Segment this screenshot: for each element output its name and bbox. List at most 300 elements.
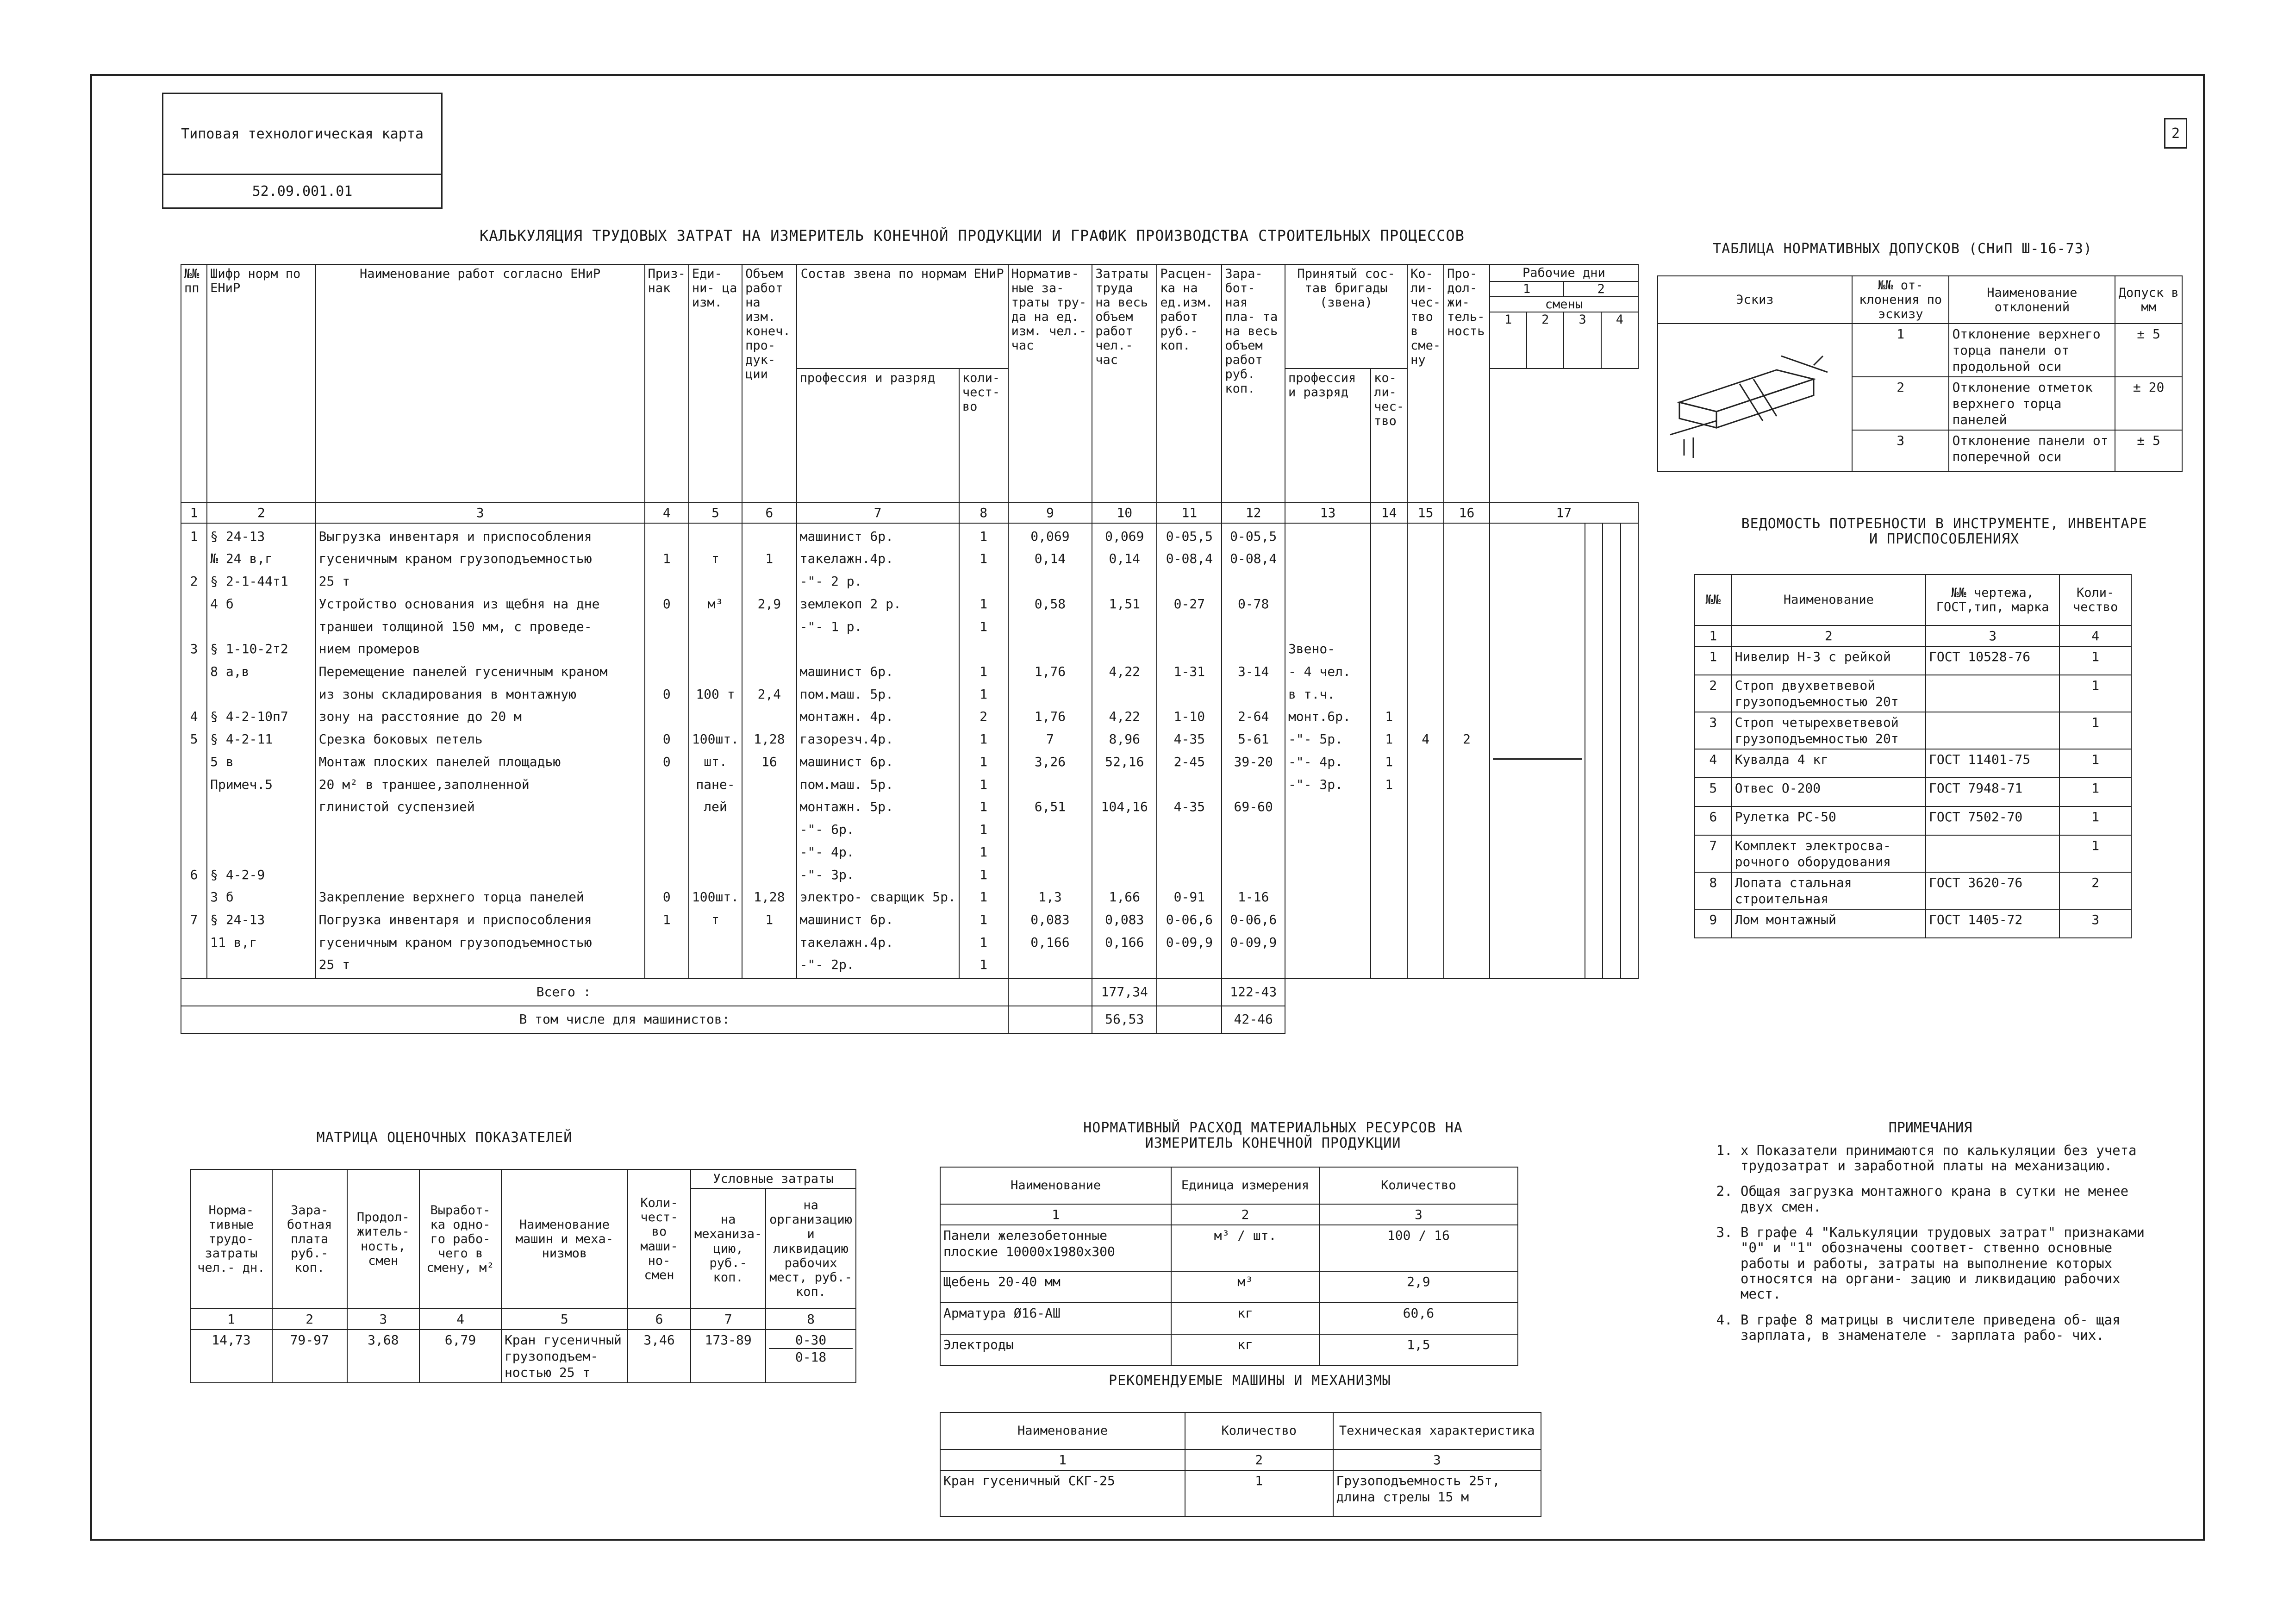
cell-c16-r10: 2 xyxy=(1463,731,1471,747)
cell-c4-r5 xyxy=(648,616,686,638)
note-3: 3. В графе 4 "Калькуляции трудовых затрат" признаками "0" и "1" обозначены соответ- ственно основные работы и работы, затраты на выполнение которых относятся на органи- зацию и ликвидацию рабочих мест. xyxy=(1741,1225,2166,1302)
cell-c6-r9 xyxy=(745,706,793,728)
cell-c13-r6: Звено- xyxy=(1288,641,1335,657)
cell-c10-r9: 4,22 xyxy=(1109,709,1140,725)
mach-h-qty: Количество xyxy=(1185,1412,1333,1449)
h-s4: 4 xyxy=(1616,312,1623,327)
mx-colnum-5: 5 xyxy=(501,1309,628,1330)
gantt-col-3 xyxy=(1603,523,1620,979)
cell-c3-r1: Выгрузка инвентаря и приспособления xyxy=(318,528,592,544)
tool-name: Рулетка РС-50 xyxy=(1732,806,1926,835)
col-14 xyxy=(1371,523,1407,979)
h-labor: Затраты труда на весь объем работ чел.-час xyxy=(1092,264,1157,503)
cell-c2-r14 xyxy=(210,818,312,841)
cell-c9-r4: 0,58 xyxy=(1034,596,1066,612)
note-1: 1. х Показатели принимаются по калькуляции без учета трудозатрат и заработной платы на механизацию. xyxy=(1741,1143,2166,1174)
cell-c12-r4: 0-78 xyxy=(1237,596,1269,612)
cell-c1-r12 xyxy=(184,774,204,796)
cell-c8-r15: 1 xyxy=(980,844,988,860)
cell-c3-r13: глинистой суспензией xyxy=(318,799,475,815)
cell-c16-r14 xyxy=(1447,818,1486,841)
cell-c8-r13: 1 xyxy=(980,799,988,815)
cell-c5-r1 xyxy=(692,525,739,548)
cell-c10-r8 xyxy=(1095,683,1154,706)
cell-c14-r15 xyxy=(1374,841,1404,864)
cell-c11-r8 xyxy=(1160,683,1218,706)
cell-c6-r4: 2,9 xyxy=(757,596,781,612)
tol-val-1: ± 5 xyxy=(2115,324,2182,377)
cell-c14-r17 xyxy=(1374,886,1404,909)
h-crew-prof: профессия и разряд xyxy=(797,369,959,503)
cell-c14-r6 xyxy=(1374,638,1404,661)
cell-c15-r7 xyxy=(1410,661,1441,683)
mach-n3: 3 xyxy=(1333,1449,1541,1470)
cell-c13-r16 xyxy=(1288,864,1367,887)
cell-c12-r1: 0-05,5 xyxy=(1230,528,1277,544)
cell-c8-r12: 1 xyxy=(980,776,988,792)
cell-c1-r4 xyxy=(184,593,204,616)
material-unit: кг xyxy=(1171,1303,1319,1334)
cell-c9-r9: 1,76 xyxy=(1034,709,1066,725)
colnum-6: 6 xyxy=(742,503,797,523)
tool-no: 4 xyxy=(1695,749,1732,778)
cell-c11-r12 xyxy=(1160,774,1218,796)
cell-c9-r5 xyxy=(1011,616,1089,638)
cell-c13-r1 xyxy=(1288,525,1367,548)
mx-v7: 173-89 xyxy=(691,1330,766,1383)
tools-table xyxy=(1694,574,2132,938)
cell-c5-r18: т xyxy=(711,912,719,927)
mat-h-name: Наименование xyxy=(940,1167,1171,1204)
cell-c10-r3 xyxy=(1095,570,1154,593)
cell-c14-r3 xyxy=(1374,570,1404,593)
cell-c13-r9: монт.6р. xyxy=(1288,709,1351,725)
tool-row xyxy=(1695,909,2131,938)
cell-c14-r18 xyxy=(1374,909,1404,931)
cell-c7-r18: машинист 6р. xyxy=(799,912,893,927)
cell-c14-r7 xyxy=(1374,661,1404,683)
material-row xyxy=(940,1334,1518,1366)
cell-c13-r20 xyxy=(1288,954,1367,976)
cell-c10-r15 xyxy=(1095,841,1154,864)
cell-c7-r4: землекоп 2 р. xyxy=(799,596,901,612)
cell-c2-r16: § 4-2-9 xyxy=(210,867,265,882)
h-accepted: Принятый сос- тав бригады (звена) xyxy=(1285,264,1407,369)
cell-c1-r17 xyxy=(184,886,204,909)
cell-c2-r4: 4 б xyxy=(210,596,234,612)
col-3 xyxy=(316,523,645,979)
tolerance-title: ТАБЛИЦА НОРМАТИВНЫХ ДОПУСКОВ (СНиП Ш-16-73) xyxy=(1713,241,2092,257)
tool-row xyxy=(1695,835,2131,872)
h-duration: Про- дол- жи- тель- ность xyxy=(1444,264,1490,503)
cell-c3-r14 xyxy=(319,818,642,841)
tool-name: Отвес О-200 xyxy=(1732,778,1926,806)
colnum-9: 9 xyxy=(1008,503,1092,523)
cell-c12-r13: 69-60 xyxy=(1234,799,1273,815)
tool-row xyxy=(1695,712,2131,749)
cell-c2-r6: § 1-10-2т2 xyxy=(210,641,288,657)
cell-c4-r11: 0 xyxy=(662,754,671,769)
material-qty: 2,9 xyxy=(1319,1271,1518,1303)
mx-h1: Норма- тивные трудо- затраты чел.- дн. xyxy=(190,1169,272,1309)
cell-c10-r10: 8,96 xyxy=(1109,731,1140,747)
cell-c1-r2 xyxy=(184,548,204,570)
cell-c7-r6 xyxy=(800,638,956,661)
cell-c13-r7: - 4 чел. xyxy=(1288,664,1351,680)
mach-h-spec: Техническая характеристика xyxy=(1333,1412,1541,1449)
h-shifts: Ко- ли- чес- тво в сме- ну xyxy=(1407,264,1444,503)
cell-c16-r11 xyxy=(1447,751,1486,774)
cell-c5-r10: 100шт. xyxy=(692,731,739,747)
tool-qty: 1 xyxy=(2059,749,2131,778)
tool-no: 9 xyxy=(1695,909,1732,938)
cell-c15-r10: 4 xyxy=(1422,731,1430,747)
mx-h7b: на организацию и ликвидацию рабочих мест, руб.- коп. xyxy=(766,1188,856,1309)
cell-c9-r18: 0,083 xyxy=(1030,912,1070,927)
tools-title: ВЕДОМОСТЬ ПОТРЕБНОСТИ В ИНСТРУМЕНТЕ, ИНВЕНТАРЕ И ПРИСПОСОБЛЕНИЯХ xyxy=(1741,516,2147,547)
cell-c10-r16 xyxy=(1095,864,1154,887)
tol-val-2: ± 20 xyxy=(2115,377,2182,430)
cell-c14-r20 xyxy=(1374,954,1404,976)
cell-c13-r13 xyxy=(1288,796,1367,818)
cell-c1-r13 xyxy=(184,796,204,818)
cell-c13-r3 xyxy=(1288,570,1367,593)
cell-c10-r1: 0,069 xyxy=(1105,528,1144,544)
cell-c9-r3 xyxy=(1011,570,1089,593)
cell-c8-r5: 1 xyxy=(980,618,988,634)
h-n: №№ пп xyxy=(181,264,207,503)
cell-c2-r5 xyxy=(210,616,312,638)
cell-c8-r7: 1 xyxy=(980,664,988,680)
tool-name: Комплект электросва- рочного оборудования xyxy=(1732,835,1926,872)
page-number: 2 xyxy=(2164,118,2187,149)
col-10 xyxy=(1092,523,1157,979)
cell-c11-r2: 0-08,4 xyxy=(1166,551,1213,567)
panel-sketch-image xyxy=(1661,328,1846,467)
cell-c5-r8: 100 т xyxy=(696,686,735,702)
cell-c12-r14 xyxy=(1225,818,1282,841)
cell-c2-r1: § 24-13 xyxy=(210,528,265,544)
tol-name-3: Отклонение панели от поперечной оси xyxy=(1949,430,2115,472)
cell-c13-r2 xyxy=(1288,548,1367,570)
col-4 xyxy=(645,523,689,979)
cell-c1-r14 xyxy=(184,818,204,841)
cell-c10-r11: 52,16 xyxy=(1105,754,1144,769)
total-wage: 122-43 xyxy=(1222,979,1285,1006)
cell-c6-r6 xyxy=(745,638,793,661)
cell-c7-r15: -"- 4р. xyxy=(799,844,855,860)
cell-c15-r1 xyxy=(1410,525,1441,548)
cell-c8-r9: 2 xyxy=(980,709,988,725)
cell-c15-r6 xyxy=(1410,638,1441,661)
calc-title: КАЛЬКУЛЯЦИЯ ТРУДОВЫХ ЗАТРАТ НА ИЗМЕРИТЕЛЬ КОНЕЧНОЙ ПРОДУКЦИИ И ГРАФИК ПРОИЗВОДСТВА СТРОИТЕЛЬНЫХ ПРОЦЕССОВ xyxy=(480,227,1465,244)
cell-c11-r14 xyxy=(1160,818,1218,841)
cell-c3-r17: Закрепление верхнего торца панелей xyxy=(318,889,584,905)
tools-colnum-2: 2 xyxy=(1732,625,1926,646)
cell-c4-r12 xyxy=(648,774,686,796)
cell-c4-r19 xyxy=(648,931,686,954)
cell-c4-r16 xyxy=(648,864,686,887)
cell-c11-r15 xyxy=(1160,841,1218,864)
mx-colnum-7: 7 xyxy=(691,1309,766,1330)
mx-v3: 3,68 xyxy=(347,1330,420,1383)
cell-c5-r19 xyxy=(692,931,739,954)
cell-c7-r1: машинист 6р. xyxy=(799,528,893,544)
cell-c8-r1: 1 xyxy=(980,528,988,544)
h-workdays: Рабочие дни xyxy=(1522,266,1605,280)
cell-c4-r14 xyxy=(648,818,686,841)
cell-c15-r16 xyxy=(1410,864,1441,887)
cell-c4-r8: 0 xyxy=(662,686,671,702)
tol-no-1: 1 xyxy=(1852,324,1949,377)
tool-row xyxy=(1695,749,2131,778)
tool-qty: 1 xyxy=(2059,778,2131,806)
cell-c14-r14 xyxy=(1374,818,1404,841)
mach-n1: 1 xyxy=(940,1449,1185,1470)
calculation-table xyxy=(181,264,1639,1034)
cell-c13-r15 xyxy=(1288,841,1367,864)
cell-c10-r13: 104,16 xyxy=(1101,799,1148,815)
tool-qty: 1 xyxy=(2059,646,2131,675)
tool-doc: ГОСТ 3620-76 xyxy=(1926,872,2059,909)
mx-colnum-3: 3 xyxy=(347,1309,420,1330)
cell-c3-r9: зону на расстояние до 20 м xyxy=(318,709,522,725)
cell-c3-r5: траншеи толщиной 150 мм, с проведе- xyxy=(318,618,592,634)
cell-c16-r4 xyxy=(1447,593,1486,616)
col-8 xyxy=(959,523,1008,979)
col-12 xyxy=(1222,523,1285,979)
cell-c11-r6 xyxy=(1160,638,1218,661)
cell-c15-r2 xyxy=(1410,548,1441,570)
cell-c7-r3: -"- 2 р. xyxy=(799,574,862,589)
h-acc-prof: профессия и разряд xyxy=(1285,369,1371,503)
cell-c5-r3 xyxy=(692,570,739,593)
tools-h-qty: Коли- чество xyxy=(2059,575,2131,625)
h-s2: 2 xyxy=(1527,312,1564,368)
gantt-col-4 xyxy=(1621,523,1638,979)
cell-c2-r9: § 4-2-10п7 xyxy=(210,709,288,725)
tool-no: 7 xyxy=(1695,835,1732,872)
h-day2: 2 xyxy=(1597,282,1605,297)
h-sign: Приз- нак xyxy=(645,264,689,503)
title-block xyxy=(162,93,443,209)
cell-c16-r18 xyxy=(1447,909,1486,931)
tools-colnum-1: 1 xyxy=(1695,625,1732,646)
cell-c4-r15 xyxy=(648,841,686,864)
cell-c13-r8: в т.ч. xyxy=(1288,686,1335,702)
tool-qty: 1 xyxy=(2059,712,2131,749)
cell-c5-r7 xyxy=(692,661,739,683)
cell-c10-r7: 4,22 xyxy=(1109,664,1140,680)
cell-c1-r20 xyxy=(184,954,204,976)
cell-c1-r18: 7 xyxy=(190,912,198,927)
cell-c12-r3 xyxy=(1225,570,1282,593)
cell-c12-r19: 0-09,9 xyxy=(1230,934,1277,950)
cell-c11-r18: 0-06,6 xyxy=(1166,912,1213,927)
colnum-7: 7 xyxy=(797,503,959,523)
cell-c15-r11 xyxy=(1410,751,1441,774)
tool-doc: ГОСТ 11401-75 xyxy=(1926,749,2059,778)
cell-c4-r4: 0 xyxy=(662,596,671,612)
cell-c14-r19 xyxy=(1374,931,1404,954)
gantt-col-1 xyxy=(1490,523,1585,979)
tool-doc: ГОСТ 1405-72 xyxy=(1926,909,2059,938)
cell-c6-r18: 1 xyxy=(765,912,774,927)
col-5 xyxy=(689,523,742,979)
colnum-12: 12 xyxy=(1222,503,1285,523)
cell-c14-r11: 1 xyxy=(1385,754,1393,769)
mx-v4: 6,79 xyxy=(419,1330,501,1383)
cell-c15-r9 xyxy=(1410,706,1441,728)
cell-c2-r19: 11 в,г xyxy=(210,934,257,950)
cell-c1-r9: 4 xyxy=(190,709,198,725)
cell-c5-r16 xyxy=(692,864,739,887)
cell-c16-r9 xyxy=(1447,706,1486,728)
cell-c3-r18: Погрузка инвентаря и приспособления xyxy=(318,912,592,927)
material-unit: м³ / шт. xyxy=(1171,1225,1319,1271)
col-13 xyxy=(1285,523,1371,979)
cell-c2-r17: 3 б xyxy=(210,889,234,905)
tol-val-3: ± 5 xyxy=(2115,430,2182,472)
tool-qty: 1 xyxy=(2059,835,2131,872)
cell-c9-r1: 0,069 xyxy=(1030,528,1070,544)
cell-c14-r4 xyxy=(1374,593,1404,616)
cell-c13-r19 xyxy=(1288,931,1367,954)
h-wage: Зара- бот- ная пла- та на весь объем работ руб. коп. xyxy=(1222,264,1285,503)
cell-c6-r13 xyxy=(745,796,793,818)
tool-doc: ГОСТ 7948-71 xyxy=(1926,778,2059,806)
mach-qty: 1 xyxy=(1185,1470,1333,1517)
cell-c6-r20 xyxy=(745,954,793,976)
sketch xyxy=(1658,324,1852,472)
mx-h7: Условные затраты xyxy=(691,1169,856,1188)
cell-c3-r7: Перемещение панелей гусеничным краном xyxy=(318,664,608,680)
h-s1: 1 xyxy=(1490,312,1527,368)
cell-c10-r20 xyxy=(1095,954,1154,976)
cell-c15-r19 xyxy=(1410,931,1441,954)
cell-c12-r12 xyxy=(1225,774,1282,796)
cell-c11-r11: 2-45 xyxy=(1173,754,1205,769)
mat-colnum-2: 2 xyxy=(1171,1204,1319,1225)
cell-c7-r5: -"- 1 р. xyxy=(799,618,862,634)
material-unit: кг xyxy=(1171,1334,1319,1366)
tool-row xyxy=(1695,646,2131,675)
cell-c9-r10: 7 xyxy=(1046,731,1054,747)
cell-c3-r6: нием промеров xyxy=(318,641,420,657)
gantt-bar xyxy=(1493,758,1582,760)
cell-c9-r2: 0,14 xyxy=(1034,551,1066,567)
cell-c10-r4: 1,51 xyxy=(1109,596,1140,612)
materials-title: НОРМАТИВНЫЙ РАСХОД МАТЕРИАЛЬНЫХ РЕСУРСОВ НА ИЗМЕРИТЕЛЬ КОНЕЧНОЙ ПРОДУКЦИИ xyxy=(1083,1120,1463,1151)
cell-c9-r11: 3,26 xyxy=(1034,754,1066,769)
note-2: 2. Общая загрузка монтажного крана в сутки не менее двух смен. xyxy=(1741,1184,2166,1215)
cell-c9-r12 xyxy=(1011,774,1089,796)
col-9 xyxy=(1008,523,1092,979)
mat-colnum-3: 3 xyxy=(1319,1204,1518,1225)
mx-colnum-1: 1 xyxy=(190,1309,272,1330)
material-name: Электроды xyxy=(940,1334,1171,1366)
mx-h2: Зара- ботная плата руб.- коп. xyxy=(272,1169,347,1309)
notes-title: ПРИМЕЧАНИЯ xyxy=(1888,1120,1972,1136)
cell-c4-r9 xyxy=(648,706,686,728)
mx-h6: Коли- чест- во маши- но- смен xyxy=(628,1169,691,1309)
cell-c5-r2: т xyxy=(711,551,719,567)
mx-v6: 3,46 xyxy=(628,1330,691,1383)
cell-c9-r14 xyxy=(1011,818,1089,841)
cell-c10-r2: 0,14 xyxy=(1109,551,1140,567)
mx-h7a: на механиза- цию, руб.- коп. xyxy=(691,1188,766,1309)
cell-c5-r5 xyxy=(692,616,739,638)
cell-c1-r5 xyxy=(184,616,204,638)
cell-c15-r3 xyxy=(1410,570,1441,593)
cell-c9-r16 xyxy=(1011,864,1089,887)
cell-c14-r10: 1 xyxy=(1385,731,1393,747)
mx-h3: Продол- житель- ность, смен xyxy=(347,1169,420,1309)
col-2 xyxy=(207,523,315,979)
cell-c14-r13 xyxy=(1374,796,1404,818)
cell-c5-r9 xyxy=(692,706,739,728)
total-label: Всего : xyxy=(181,979,1008,1006)
colnum-5: 5 xyxy=(689,503,742,523)
cell-c8-r16: 1 xyxy=(980,867,988,882)
doc-code: 52.09.001.01 xyxy=(252,183,353,200)
cell-c16-r7 xyxy=(1447,661,1486,683)
tol-name-1: Отклонение верхнего торца панели от продольной оси xyxy=(1949,324,2115,377)
colnum-3: 3 xyxy=(316,503,645,523)
cell-c6-r2: 1 xyxy=(765,551,774,567)
cell-c15-r5 xyxy=(1410,616,1441,638)
h-volume: Объем работ на изм. конеч. про- дук- ции xyxy=(742,264,797,503)
machines-title: РЕКОМЕНДУЕМЫЕ МАШИНЫ И МЕХАНИЗМЫ xyxy=(1109,1373,1391,1389)
tool-name: Кувалда 4 кг xyxy=(1732,749,1926,778)
colnum-2: 2 xyxy=(207,503,315,523)
materials-table xyxy=(940,1167,1518,1366)
mat-colnum-1: 1 xyxy=(940,1204,1171,1225)
cell-c13-r18 xyxy=(1288,909,1367,931)
cell-c6-r3 xyxy=(745,570,793,593)
cell-c1-r7 xyxy=(184,661,204,683)
mx-colnum-4: 4 xyxy=(419,1309,501,1330)
cell-c6-r5 xyxy=(745,616,793,638)
cell-c15-r4 xyxy=(1410,593,1441,616)
material-row xyxy=(940,1303,1518,1334)
cell-c13-r14 xyxy=(1288,818,1367,841)
tool-name: Строп четырехветвевой грузоподъемностью 20т xyxy=(1732,712,1926,749)
cell-c1-r10: 5 xyxy=(190,731,198,747)
cell-c9-r15 xyxy=(1011,841,1089,864)
tool-doc xyxy=(1926,712,2059,749)
colnum-17: 17 xyxy=(1490,503,1638,523)
cell-c7-r11: машинист 6р. xyxy=(799,754,893,769)
cell-c12-r7: 3-14 xyxy=(1237,664,1269,680)
mx-h5: Наименование машин и меха- низмов xyxy=(501,1169,628,1309)
tol-h-tol: Допуск в мм xyxy=(2115,276,2182,324)
cell-c13-r10: -"- 5р. xyxy=(1288,731,1343,747)
cell-c7-r10: газорезч.4р. xyxy=(799,731,893,747)
cell-c6-r17: 1,28 xyxy=(754,889,785,905)
cell-c7-r2: такелажн.4р. xyxy=(799,551,893,567)
cell-c6-r8: 2,4 xyxy=(757,686,781,702)
cell-c16-r20 xyxy=(1447,954,1486,976)
mat-h-unit: Единица измерения xyxy=(1171,1167,1319,1204)
cell-c7-r8: пом.маш. 5р. xyxy=(799,686,893,702)
tool-doc xyxy=(1926,835,2059,872)
cell-c2-r13 xyxy=(210,796,312,818)
cell-c5-r13: лей xyxy=(704,799,727,815)
cell-c12-r20 xyxy=(1225,954,1282,976)
cell-c4-r20 xyxy=(648,954,686,976)
cell-c7-r17: электро- сварщик 5р. xyxy=(799,889,956,905)
